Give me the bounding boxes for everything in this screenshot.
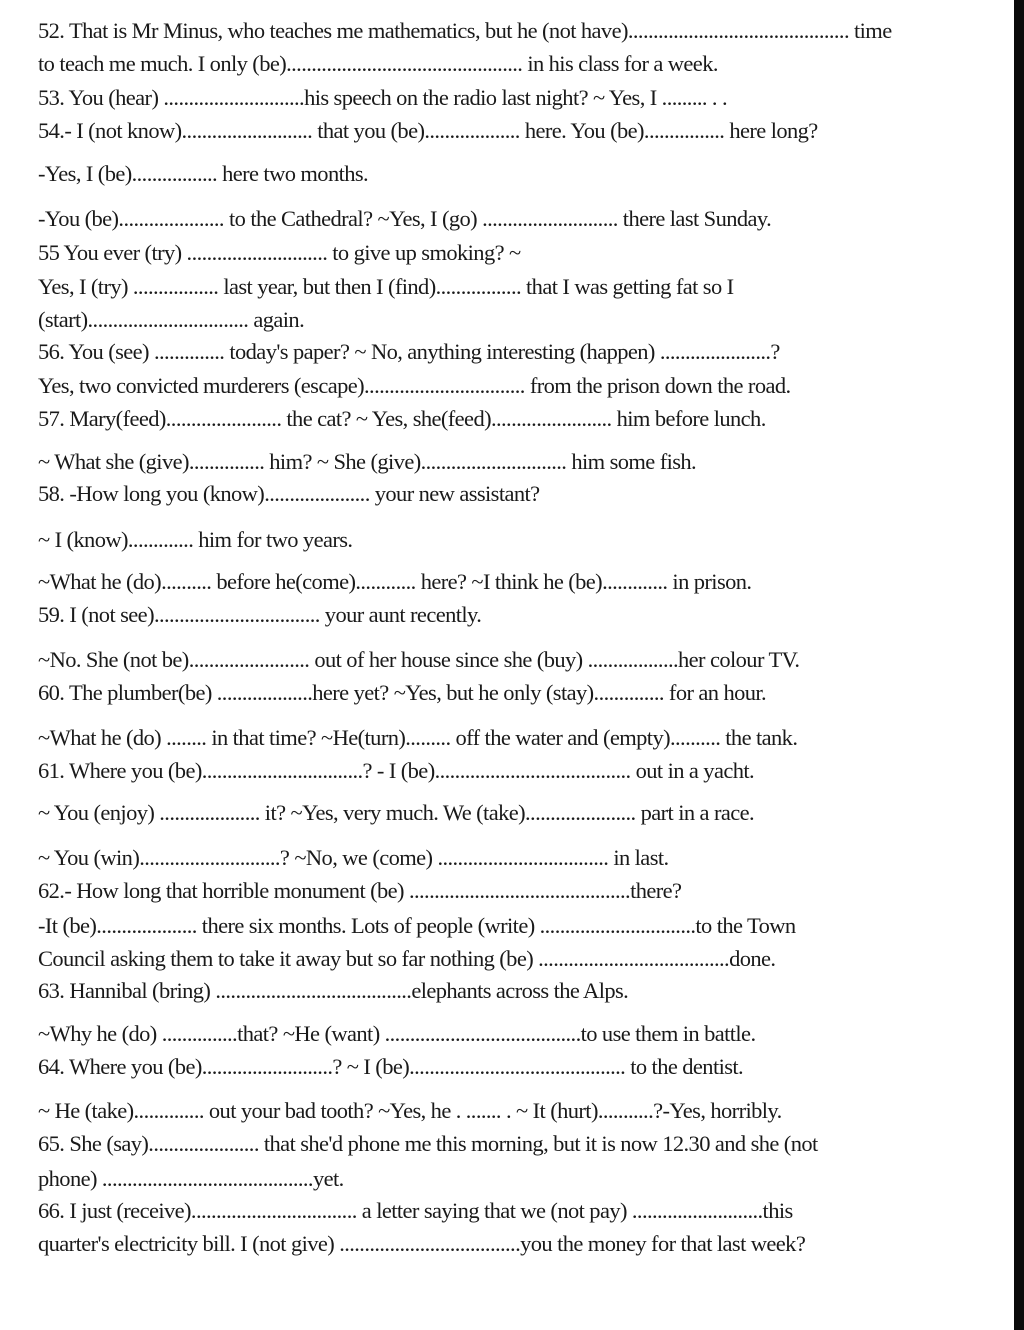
text-line: 58. -How long you (know)..................... your new assistant? (38, 481, 540, 506)
text-line: 56. You (see) .............. today's paper? ~ No, anything interesting (happen) ......................? (38, 339, 780, 364)
text-line: 65. She (say)...................... that she'd phone me this morning, but it is now 12.30 and she (not (38, 1131, 818, 1156)
text-line: Yes, two convicted murderers (escape)................................ from the prison down the road. (38, 373, 791, 398)
text-line: quarter's electricity bill. I (not give) ....................................you the money for that last week? (38, 1231, 806, 1256)
text-line: ~No. She (not be)........................ out of her house since she (buy) ..................her colour TV. (38, 647, 800, 672)
text-line: 64. Where you (be)..........................? ~ I (be)........................................... to the dentist. (38, 1054, 744, 1079)
text-line: 63. Hannibal (bring) .......................................elephants across the Alps. (38, 978, 629, 1003)
text-line: -It (be).................... there six months. Lots of people (write) ...............................to the Town (38, 913, 796, 938)
text-line: ~ You (enjoy) .................... it? ~Yes, very much. We (take)...................... part in a race. (38, 800, 755, 825)
text-line: 53. You (hear) ............................his speech on the radio last night? ~ Yes, I ......... . . (38, 85, 728, 110)
text-line: ~What he (do) ........ in that time? ~He(turn)......... off the water and (empty).......... the tank. (38, 725, 798, 750)
text-line: 62.- How long that horrible monument (be) ............................................there? (38, 878, 682, 903)
text-line: Yes, I (try) ................. last year, but then I (find)................. that I was getting fat so I (38, 274, 734, 299)
text-line: -Yes, I (be)................. here two months. (38, 161, 369, 186)
text-line: 61. Where you (be)................................? - I (be)....................................... out in a yacht. (38, 758, 755, 783)
text-line: 66. I just (receive)................................. a letter saying that we (not pay) ..........................this (38, 1198, 793, 1223)
text-line: 60. The plumber(be) ...................here yet? ~Yes, but he only (stay).............. for an hour. (38, 680, 767, 705)
text-line: -You (be)..................... to the Cathedral? ~Yes, I (go) ........................... there last Sunday. (38, 206, 772, 231)
text-line: to teach me much. I only (be)............................................... in his class for a week. (38, 51, 718, 76)
text-line: phone) ..........................................yet. (38, 1166, 344, 1191)
text-line: 57. Mary(feed)....................... the cat? ~ Yes, she(feed)........................ him before lunch. (38, 406, 766, 431)
text-line: ~What he (do).......... before he(come)............ here? ~I think he (be)............. in prison. (38, 569, 752, 594)
text-line: ~ He (take).............. out your bad tooth? ~Yes, he . ....... . ~ It (hurt)...........?-Yes, horribly. (38, 1098, 782, 1123)
text-line: 54.- I (not know).......................... that you (be)................... here. You (be)................ here long? (38, 118, 818, 143)
text-line: ~ What she (give)............... him? ~ She (give)............................. him some fish. (38, 449, 697, 474)
text-line: (start)................................ again. (38, 307, 305, 332)
text-line: 55 You ever (try) ............................ to give up smoking? ~ (38, 240, 521, 265)
text-line: ~Why he (do) ...............that? ~He (want) .......................................to use them in battle. (38, 1021, 756, 1046)
text-line: ~ You (win)............................? ~No, we (come) .................................. in last. (38, 845, 669, 870)
text-line: 59. I (not see)................................. your aunt recently. (38, 602, 482, 627)
right-border (1014, 0, 1024, 1330)
text-line: ~ I (know)............. him for two years. (38, 527, 353, 552)
text-line: Council asking them to take it away but so far nothing (be) ......................................done. (38, 946, 776, 971)
text-line: 52. That is Mr Minus, who teaches me mathematics, but he (not have)............................................ time (38, 18, 892, 43)
